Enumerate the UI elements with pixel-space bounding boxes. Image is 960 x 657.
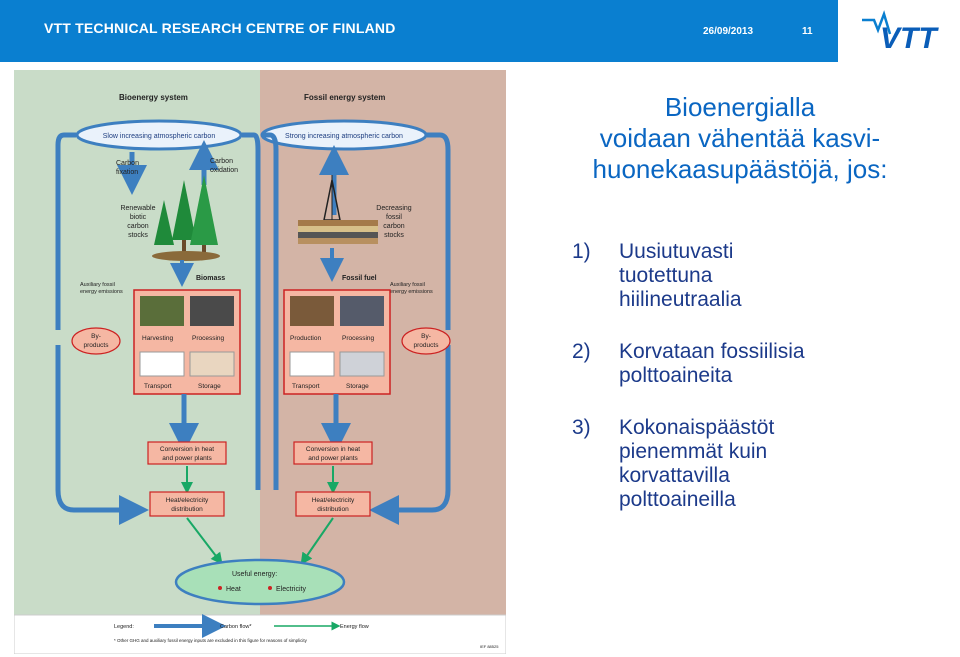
fossil-step-transport: Transport [292,383,320,390]
renewable-stocks-label: Renewable biotic carbon stocks [120,205,156,239]
conditions-list [572,240,952,512]
aux-emissions-right-label: Auxiliary fossil energy emissions [390,282,433,295]
list-item: 2) Korvataan fossiilisia polttoaineita [572,340,805,387]
title-line: voidaan vähentää kasvi- [599,123,881,153]
bio-storage-image [190,352,234,376]
fossil-transport-image [290,352,334,376]
fossil-conversion-label: Conversion in heat and power plants [305,446,361,462]
header-bar [0,0,960,62]
fossil-fuel-label: Fossil fuel [342,275,377,282]
fossil-byproducts [402,328,450,354]
vtt-logo [840,0,960,62]
production-image [290,296,334,326]
bio-system-title: Bioenergy system [119,93,188,102]
bio-step-transport: Transport [144,383,172,390]
legend-energy-label: Energy flow [340,624,369,630]
title-line: Bioenergialla [664,92,816,122]
slide-number: 11 [802,26,813,37]
slide-date: 26/09/2013 [703,26,754,37]
slide-title [530,92,950,185]
legend-note: * Other GHG and auxiliary fossil energy inputs are excluded in this figure for reasons of simplicity [114,638,307,643]
fossil-step-storage: Storage [346,383,369,390]
fossil-step-production: Production [290,335,322,342]
bio-atmosphere-label: Slow increasing atmospheric carbon [102,133,216,140]
bio-byproducts [72,328,120,354]
bio-conversion-label: Conversion in heat and power plants [159,446,215,462]
item-number: 1) [572,240,591,263]
carbon-oxidation-label: Carbon oxidation [210,158,239,174]
bio-transport-image [140,352,184,376]
organization-name: VTT TECHNICAL RESEARCH CENTRE OF FINLAND [44,20,396,36]
fossil-byproducts-label: By-products [413,333,439,349]
processing-image [190,296,234,326]
legend-title: Legend: [114,624,134,630]
fossil-storage-image [340,352,384,376]
legend-carbon-label: Carbon flow* [220,624,252,630]
header-band [0,0,838,62]
item-number: 2) [572,340,591,363]
bio-distribution-label: Heat/electricity distribution [165,497,209,513]
electricity-label: Electricity [276,586,306,593]
bio-step-storage: Storage [198,383,221,390]
aux-emissions-left-label: Auxiliary fossil energy emissions [80,282,123,295]
legend-panel [14,615,506,654]
bio-step-processing: Processing [192,335,225,342]
fossil-atmosphere-label: Strong increasing atmospheric carbon [285,133,403,140]
bio-byproducts-label: By-products [83,333,109,349]
refinery-image [340,296,384,326]
carbon-fixation-label: Carbon fixation [116,160,139,176]
figure-ref: IEF 88525 [480,644,499,649]
heat-label: Heat [226,586,241,593]
title-line: huonekaasupäästöjä, jos: [592,154,888,184]
logo-text: VTT [880,22,937,55]
useful-energy-label: Useful energy: [232,571,278,578]
useful-energy-ellipse [176,560,344,604]
bioenergy-vs-fossil-diagram [14,70,506,654]
decreasing-stocks-label: Decreasing fossil carbon stocks [376,205,412,239]
fossil-step-processing: Processing [342,335,375,342]
bio-step-harvesting: Harvesting [142,335,174,342]
biomass-label: Biomass [196,275,226,282]
harvesting-image [140,296,184,326]
item-number: 3) [572,416,591,439]
list-item: 3) Kokonaispäästöt pienemmät kuin korvattavilla polttoaineilla [572,416,775,511]
fossil-distribution-label: Heat/electricity distribution [311,497,355,513]
list-item: 1) Uusiutuvasti tuotettuna hiilineutraalia [572,240,742,311]
fossil-system-title: Fossil energy system [304,93,386,102]
